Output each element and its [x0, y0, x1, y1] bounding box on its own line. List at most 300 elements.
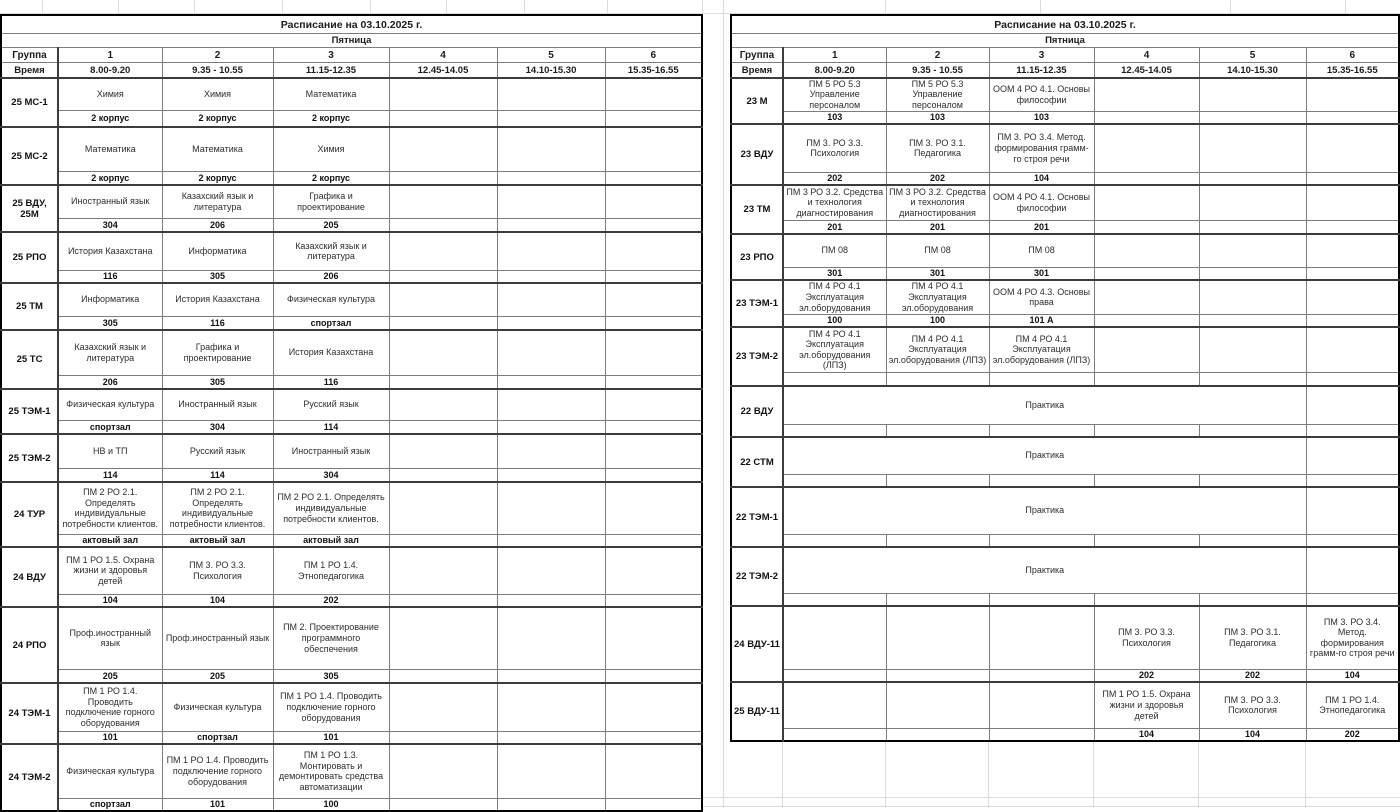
room-cell — [389, 375, 497, 389]
room-row — [731, 372, 1399, 386]
time-header: 12.45-14.05 — [1094, 63, 1199, 79]
subject-cell — [783, 682, 886, 728]
room-cell — [783, 534, 886, 547]
room-cell — [497, 110, 605, 127]
time-header: 9.35 - 10.55 — [162, 63, 273, 79]
room-cell — [497, 669, 605, 683]
room-row — [1, 798, 702, 811]
room-cell: 201 — [886, 220, 989, 234]
slot-header: 6 — [1306, 48, 1399, 63]
room-cell: 301 — [886, 267, 989, 280]
subject-cell: Казахский язык и литература — [273, 232, 389, 270]
subject-cell: ПМ 3. РО 3.3. Психология — [1094, 606, 1199, 669]
subject-cell: Физическая культура — [273, 283, 389, 316]
schedule-row — [731, 547, 1399, 593]
room-cell — [1199, 372, 1306, 386]
subject-cell — [1306, 185, 1399, 220]
schedule-row — [1, 127, 702, 171]
subject-cell — [497, 283, 605, 316]
subject-cell — [605, 232, 702, 270]
subject-cell — [605, 78, 702, 110]
schedule-row — [731, 386, 1399, 424]
room-row — [731, 220, 1399, 234]
group-column-header: Группа — [1, 48, 58, 63]
page-title: Расписание на 03.10.2025 г. — [1, 15, 702, 34]
subject-cell — [389, 232, 497, 270]
subject-cell — [783, 606, 886, 669]
subject-cell — [605, 744, 702, 798]
subject-cell — [389, 547, 497, 594]
schedule-row — [1, 683, 702, 731]
group-cell: 22 СТМ — [731, 437, 783, 487]
subject-cell — [1094, 327, 1199, 372]
room-cell: 2 корпус — [162, 110, 273, 127]
room-cell — [389, 534, 497, 547]
room-cell — [989, 424, 1094, 437]
subject-cell: ПМ 1 РО 1.4. Проводить подключение горного оборудования — [273, 683, 389, 731]
group-cell: 25 ТС — [1, 330, 58, 389]
room-cell — [1094, 474, 1199, 487]
room-cell: 2 корпус — [58, 110, 162, 127]
room-cell: 114 — [58, 468, 162, 482]
subject-cell: ПМ 1 РО 1.4. Этнопедагогика — [1306, 682, 1399, 728]
practice-cell: Практика — [783, 487, 1306, 534]
table-header — [731, 15, 1399, 34]
room-cell — [1094, 267, 1199, 280]
subject-cell — [605, 127, 702, 171]
room-cell: 304 — [58, 218, 162, 232]
room-cell — [1199, 220, 1306, 234]
schedule-row — [731, 437, 1399, 474]
room-cell — [605, 534, 702, 547]
time-header: 9.35 - 10.55 — [886, 63, 989, 79]
subject-cell: Русский язык — [162, 434, 273, 468]
room-row — [1, 731, 702, 744]
room-cell: 205 — [273, 218, 389, 232]
subject-cell — [389, 185, 497, 218]
room-row — [1, 375, 702, 389]
room-row — [731, 474, 1399, 487]
subject-cell — [1306, 547, 1399, 593]
group-cell: 22 ТЭМ-1 — [731, 487, 783, 547]
schedule-row — [731, 327, 1399, 372]
room-cell — [497, 468, 605, 482]
subject-cell — [497, 330, 605, 375]
subject-cell: НВ и ТП — [58, 434, 162, 468]
subject-cell — [389, 683, 497, 731]
room-cell — [1306, 593, 1399, 606]
group-cell: 25 МС-1 — [1, 78, 58, 127]
schedule-row — [1, 232, 702, 270]
subject-cell — [1306, 234, 1399, 267]
subject-cell: ПМ 1 РО 1.3. Монтировать и демонтировать средства автоматизации — [273, 744, 389, 798]
subject-cell: Проф.иностранный язык — [58, 607, 162, 669]
subject-cell: ПМ 4 РО 4.1 Эксплуатация эл.оборудования — [886, 280, 989, 314]
schedule-row — [731, 606, 1399, 669]
subject-cell — [497, 434, 605, 468]
page-title: Расписание на 03.10.2025 г. — [731, 15, 1399, 34]
subject-cell — [1094, 78, 1199, 111]
group-cell: 25 ТМ — [1, 283, 58, 330]
room-cell: 116 — [162, 316, 273, 330]
room-cell — [783, 593, 886, 606]
schedule-row — [1, 389, 702, 420]
group-cell: 22 ВДУ — [731, 386, 783, 437]
room-cell: 301 — [989, 267, 1094, 280]
subject-cell — [497, 683, 605, 731]
room-cell — [497, 171, 605, 185]
schedule-row — [1, 547, 702, 594]
subject-cell — [605, 185, 702, 218]
group-cell: 24 РПО — [1, 607, 58, 683]
subject-cell — [497, 744, 605, 798]
subject-cell — [1306, 124, 1399, 172]
room-cell — [497, 316, 605, 330]
group-cell: 24 ВДУ — [1, 547, 58, 607]
table-header — [1, 15, 702, 34]
subject-cell: Казахский язык и литература — [162, 185, 273, 218]
subject-cell: Химия — [58, 78, 162, 110]
room-cell — [886, 728, 989, 741]
room-cell: 202 — [273, 594, 389, 607]
room-cell: спортзал — [58, 798, 162, 811]
room-cell — [389, 420, 497, 434]
room-cell — [989, 474, 1094, 487]
room-cell — [605, 468, 702, 482]
room-cell: 104 — [1199, 728, 1306, 741]
room-cell — [389, 468, 497, 482]
group-cell: 25 ТЭМ-2 — [1, 434, 58, 482]
subject-cell: ООМ 4 РО 4.1. Основы философии — [989, 78, 1094, 111]
room-cell — [989, 728, 1094, 741]
room-cell: 104 — [58, 594, 162, 607]
room-cell — [1094, 593, 1199, 606]
room-row — [1, 218, 702, 232]
subject-cell: ПМ 3 РО 3.2. Средства и технология диагностирования — [783, 185, 886, 220]
subject-cell: ПМ 08 — [886, 234, 989, 267]
time-header: 15.35-16.55 — [1306, 63, 1399, 79]
schedule-row — [731, 124, 1399, 172]
room-cell — [1306, 372, 1399, 386]
subject-cell — [497, 127, 605, 171]
subject-cell — [605, 547, 702, 594]
room-cell — [389, 669, 497, 683]
subject-cell: ПМ 1 РО 1.4. Этнопедагогика — [273, 547, 389, 594]
room-cell — [605, 375, 702, 389]
day-label: Пятница — [1, 34, 702, 48]
room-cell — [989, 534, 1094, 547]
subject-cell — [1094, 124, 1199, 172]
schedule-row — [1, 283, 702, 316]
room-row — [1, 594, 702, 607]
room-cell — [989, 593, 1094, 606]
schedule-row — [1, 607, 702, 669]
subject-cell — [1306, 437, 1399, 474]
room-cell — [497, 218, 605, 232]
subject-cell — [886, 682, 989, 728]
room-cell: 304 — [162, 420, 273, 434]
room-cell — [1094, 172, 1199, 185]
room-cell: 116 — [58, 270, 162, 283]
group-cell: 25 РПО — [1, 232, 58, 283]
room-cell: 202 — [1199, 669, 1306, 682]
slot-header: 1 — [783, 48, 886, 63]
subject-cell: ПМ 3. РО 3.3. Психология — [1199, 682, 1306, 728]
room-cell — [783, 372, 886, 386]
group-cell: 24 ТУР — [1, 482, 58, 547]
room-row — [731, 172, 1399, 185]
room-cell: актовый зал — [162, 534, 273, 547]
subject-cell: Иностранный язык — [162, 389, 273, 420]
subject-cell: Русский язык — [273, 389, 389, 420]
room-cell: 305 — [162, 270, 273, 283]
subject-cell: Физическая культура — [58, 389, 162, 420]
slot-header: 4 — [389, 48, 497, 63]
subject-cell: ПМ 3. РО 3.3. Психология — [783, 124, 886, 172]
subject-cell — [605, 607, 702, 669]
room-cell: 100 — [783, 314, 886, 327]
room-cell — [605, 420, 702, 434]
room-row — [1, 110, 702, 127]
subject-cell: Информатика — [162, 232, 273, 270]
room-cell — [605, 316, 702, 330]
room-cell: 2 корпус — [58, 171, 162, 185]
subject-cell: ПМ 3. РО 3.4. Метод. формирования грамм-го строя речи — [989, 124, 1094, 172]
time-header: 11.15-12.35 — [989, 63, 1094, 79]
room-cell — [497, 798, 605, 811]
subject-cell: ПМ 4 РО 4.1 Эксплуатация эл.оборудования (ЛПЗ) — [783, 327, 886, 372]
room-row — [731, 314, 1399, 327]
schedule-row — [1, 434, 702, 468]
time-header: 8.00-9.20 — [58, 63, 162, 79]
room-cell — [389, 731, 497, 744]
room-cell — [886, 372, 989, 386]
subject-cell — [497, 482, 605, 534]
time-header: 11.15-12.35 — [273, 63, 389, 79]
subject-cell: ПМ 3. РО 3.1. Педагогика — [1199, 606, 1306, 669]
subject-cell — [1094, 185, 1199, 220]
room-cell: 305 — [58, 316, 162, 330]
group-column-header: Группа — [731, 48, 783, 63]
subject-cell: Графика и проектирование — [273, 185, 389, 218]
room-cell — [886, 534, 989, 547]
room-cell — [1306, 172, 1399, 185]
room-cell — [389, 218, 497, 232]
room-cell: 100 — [273, 798, 389, 811]
subject-cell — [497, 185, 605, 218]
room-cell: 100 — [886, 314, 989, 327]
time-header: 14.10-15.30 — [497, 63, 605, 79]
subject-cell: Математика — [273, 78, 389, 110]
subject-cell: ПМ 2 РО 2.1. Определять индивидуальные потребности клиентов. — [273, 482, 389, 534]
subject-cell — [389, 482, 497, 534]
room-cell — [1306, 314, 1399, 327]
subject-cell — [497, 232, 605, 270]
schedule-row — [731, 487, 1399, 534]
subject-cell — [1199, 327, 1306, 372]
group-cell: 25 ВДУ-11 — [731, 682, 783, 741]
slot-header: 2 — [162, 48, 273, 63]
room-cell — [497, 420, 605, 434]
group-cell: 23 М — [731, 78, 783, 124]
subject-cell: Казахский язык и литература — [58, 330, 162, 375]
subject-cell: ПМ 2 РО 2.1. Определять индивидуальные потребности клиентов. — [162, 482, 273, 534]
room-cell — [605, 669, 702, 683]
room-cell — [1094, 424, 1199, 437]
room-cell: 116 — [273, 375, 389, 389]
subject-cell: ПМ 1 РО 1.4. Проводить подключение горного оборудования — [58, 683, 162, 731]
room-cell — [1306, 534, 1399, 547]
schedule-table-right — [730, 14, 1400, 742]
subject-cell — [605, 482, 702, 534]
subject-cell — [389, 78, 497, 110]
room-row — [1, 468, 702, 482]
subject-cell: Иностранный язык — [273, 434, 389, 468]
room-cell: актовый зал — [58, 534, 162, 547]
time-header: 8.00-9.20 — [783, 63, 886, 79]
time-column-header: Время — [1, 63, 58, 79]
room-cell — [1094, 111, 1199, 124]
room-cell — [1199, 534, 1306, 547]
group-cell: 25 МС-2 — [1, 127, 58, 185]
room-cell — [1306, 474, 1399, 487]
room-cell — [497, 731, 605, 744]
schedule-row — [1, 744, 702, 798]
room-cell: 101 А — [989, 314, 1094, 327]
subject-cell — [497, 547, 605, 594]
group-cell: 23 РПО — [731, 234, 783, 280]
room-cell: 202 — [783, 172, 886, 185]
room-cell: 202 — [1094, 669, 1199, 682]
group-cell: 25 ТЭМ-1 — [1, 389, 58, 434]
subject-cell — [389, 127, 497, 171]
subject-cell — [605, 683, 702, 731]
room-cell: 114 — [273, 420, 389, 434]
room-cell — [605, 110, 702, 127]
subject-cell: Графика и проектирование — [162, 330, 273, 375]
room-cell — [1306, 267, 1399, 280]
subject-cell: ООМ 4 РО 4.3. Основы права — [989, 280, 1094, 314]
room-row — [731, 593, 1399, 606]
schedule-row — [731, 78, 1399, 111]
room-cell — [783, 474, 886, 487]
subject-cell — [497, 607, 605, 669]
subject-cell: История Казахстана — [162, 283, 273, 316]
room-row — [1, 270, 702, 283]
group-cell: 23 ТЭМ-1 — [731, 280, 783, 327]
room-cell: 202 — [1306, 728, 1399, 741]
subject-cell — [1199, 234, 1306, 267]
subject-cell — [989, 682, 1094, 728]
room-cell — [497, 534, 605, 547]
subject-cell — [1199, 124, 1306, 172]
room-cell: 103 — [783, 111, 886, 124]
subject-cell — [389, 607, 497, 669]
schedule-row — [1, 185, 702, 218]
room-cell — [1094, 220, 1199, 234]
subject-cell — [389, 744, 497, 798]
subject-cell — [1306, 280, 1399, 314]
subject-cell: ПМ 3. РО 3.1. Педагогика — [886, 124, 989, 172]
room-cell — [1306, 424, 1399, 437]
time-header: 14.10-15.30 — [1199, 63, 1306, 79]
subject-cell: История Казахстана — [273, 330, 389, 375]
subject-cell — [1199, 185, 1306, 220]
practice-cell: Практика — [783, 386, 1306, 424]
room-row — [731, 111, 1399, 124]
room-cell: 103 — [989, 111, 1094, 124]
subject-cell — [497, 78, 605, 110]
room-cell: 206 — [162, 218, 273, 232]
subject-cell — [1199, 280, 1306, 314]
room-cell — [605, 171, 702, 185]
room-cell: 205 — [162, 669, 273, 683]
schedule-row — [731, 185, 1399, 220]
room-cell — [989, 669, 1094, 682]
subject-cell — [1306, 78, 1399, 111]
room-cell — [1199, 424, 1306, 437]
slot-header: 4 — [1094, 48, 1199, 63]
room-cell — [605, 798, 702, 811]
group-cell: 24 ВДУ-11 — [731, 606, 783, 682]
room-cell — [1199, 474, 1306, 487]
subject-cell: ПМ 3. РО 3.4. Метод. формирования грамм-го строя речи — [1306, 606, 1399, 669]
room-cell — [1199, 593, 1306, 606]
room-cell — [389, 110, 497, 127]
room-row — [731, 669, 1399, 682]
room-cell — [389, 171, 497, 185]
room-cell — [497, 594, 605, 607]
slot-header: 3 — [989, 48, 1094, 63]
slot-header: 6 — [605, 48, 702, 63]
subject-cell — [389, 389, 497, 420]
room-cell: 104 — [989, 172, 1094, 185]
room-cell — [886, 593, 989, 606]
room-cell: актовый зал — [273, 534, 389, 547]
room-cell — [886, 669, 989, 682]
room-cell — [389, 798, 497, 811]
group-cell: 24 ТЭМ-2 — [1, 744, 58, 811]
subject-cell — [389, 434, 497, 468]
subject-cell: ПМ 2. Проектирование программного обеспечения — [273, 607, 389, 669]
subject-cell: Математика — [58, 127, 162, 171]
slot-header: 5 — [497, 48, 605, 63]
room-cell: 104 — [162, 594, 273, 607]
subject-cell: ПМ 4 РО 4.1 Эксплуатация эл.оборудования (ЛПЗ) — [886, 327, 989, 372]
room-row — [1, 534, 702, 547]
subject-cell — [1094, 234, 1199, 267]
group-cell: 22 ТЭМ-2 — [731, 547, 783, 606]
room-cell — [1094, 314, 1199, 327]
subject-cell: ПМ 1 РО 1.5. Охрана жизни и здоровья детей — [58, 547, 162, 594]
room-cell — [605, 270, 702, 283]
subject-cell: ПМ 3. РО 3.3. Психология — [162, 547, 273, 594]
room-cell — [605, 731, 702, 744]
subject-cell: Химия — [162, 78, 273, 110]
subject-cell: Физическая культура — [162, 683, 273, 731]
room-cell: 101 — [162, 798, 273, 811]
room-cell: 301 — [783, 267, 886, 280]
subject-cell: ПМ 2 РО 2.1. Определять индивидуальные потребности клиентов. — [58, 482, 162, 534]
room-cell: 104 — [1306, 669, 1399, 682]
time-column-header: Время — [731, 63, 783, 79]
subject-cell: Проф.иностранный язык — [162, 607, 273, 669]
room-cell: 206 — [273, 270, 389, 283]
room-cell: спортзал — [58, 420, 162, 434]
room-cell: 114 — [162, 468, 273, 482]
schedule-row — [1, 78, 702, 110]
subject-cell: ПМ 3 РО 3.2. Средства и технология диагностирования — [886, 185, 989, 220]
